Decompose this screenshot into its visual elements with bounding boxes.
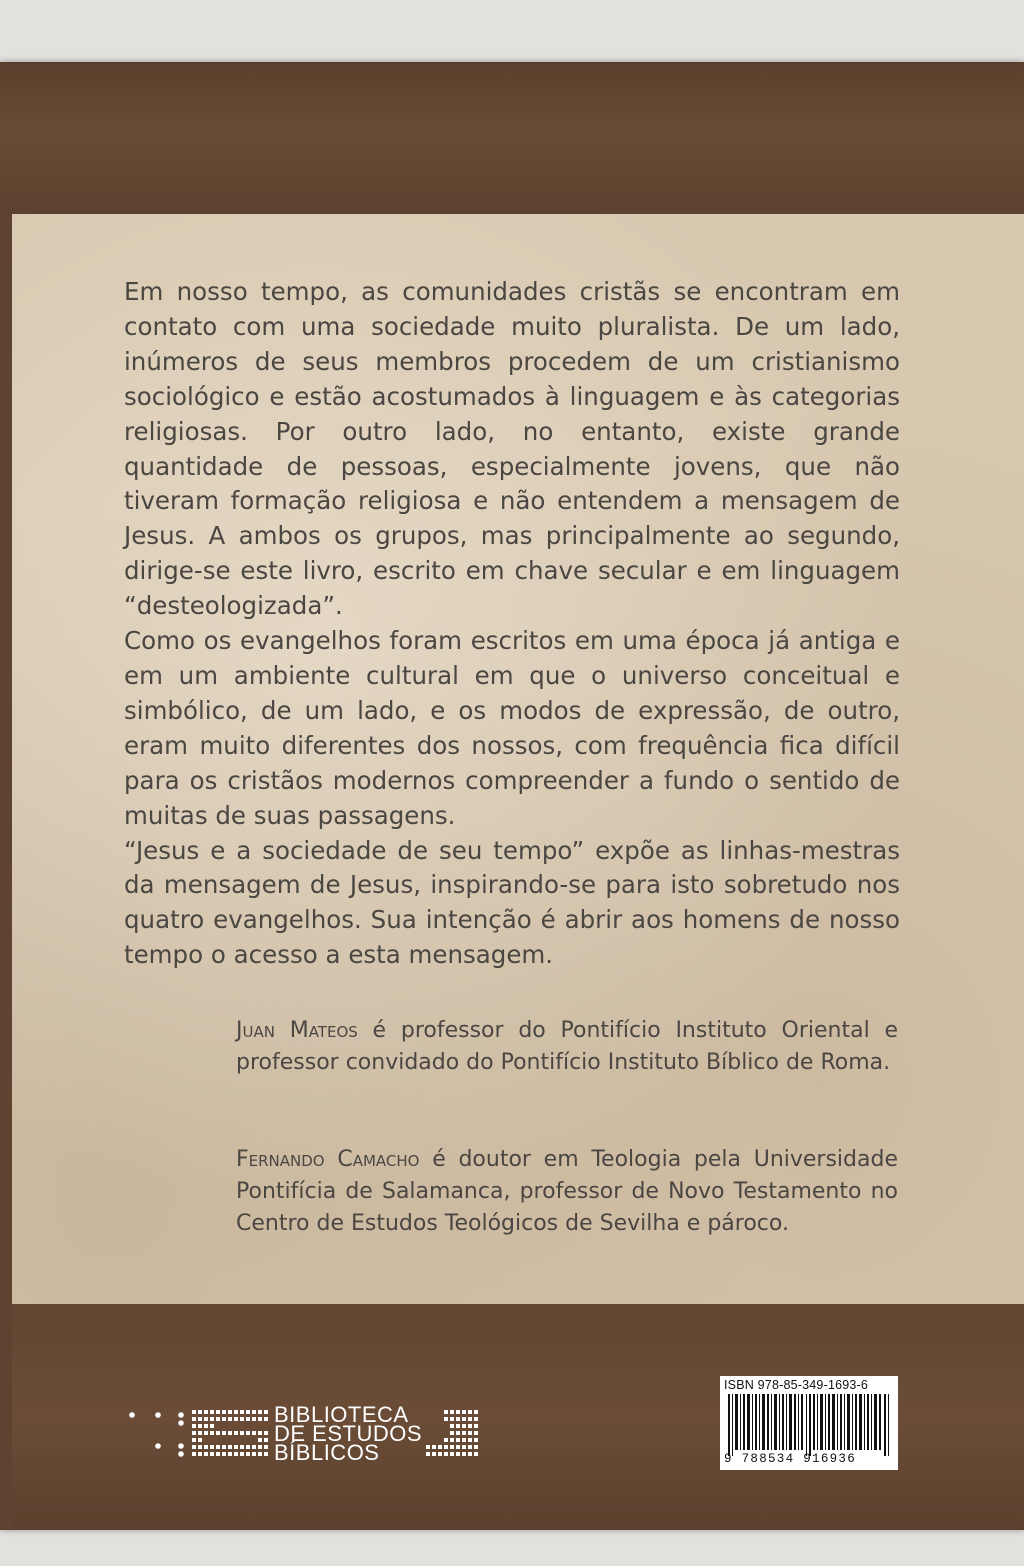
- isbn-label: ISBN 978-85-349-1693-6: [724, 1378, 869, 1392]
- author-description: é doutor em Teologia pela Universidade Pontifícia de Salamanca, professor de Novo Testamento no Centro de Estudos Teológicos de Sevilha e pároco.: [236, 1147, 898, 1236]
- top-brown-band: [0, 62, 1024, 214]
- series-line: BÍBLICOS: [274, 1440, 380, 1465]
- series-name: [274, 1402, 444, 1465]
- synopsis-text: [124, 275, 900, 973]
- author-name: Fernando Camacho: [236, 1147, 420, 1172]
- author-bio-mateos: [236, 1015, 898, 1079]
- isbn-barcode: [720, 1376, 898, 1470]
- series-line: DE ESTUDOS: [274, 1421, 423, 1446]
- synopsis-paragraph: “Jesus e a sociedade de seu tempo” expõe as linhas-mestras da mensagem de Jesus, inspirando-se para isto sobretudo nos quatro evangelhos. Sua intenção é abrir aos homens de nosso tempo o acesso a esta mensagem.: [124, 835, 900, 970]
- series-line: BIBLIOTECA: [274, 1402, 409, 1427]
- synopsis-paragraph: Como os evangelhos foram escritos em uma época já antiga e em um ambiente cultural em que o universo conceitual e simbólico, de um lado, e os modos de expressão, de outro, eram muito diferentes dos nossos, com frequência fica difícil para os cristãos modernos compreender a fundo o sentido de muitas de suas passagens.: [124, 626, 900, 830]
- author-bio-camacho: [236, 1144, 898, 1240]
- author-description: é professor do Pontifício Instituto Oriental e professor convidado do Pontifício Instituto Bíblico de Roma.: [236, 1018, 898, 1075]
- synopsis-paragraph: Em nosso tempo, as comunidades cristãs se encontram em contato com uma sociedade muito pluralista. De um lado, inúmeros de seus membros procedem de um cristianismo sociológico e estão acostumados à linguagem e às categorias religiosas. Por outro lado, no entanto, existe grande quantidade de pessoas, especialmente jovens, que não tiveram formação religiosa e não entendem a mensagem de Jesus. A ambos os grupos, mas principalmente ao segundo, dirige-se este livro, escrito em chave secular e em linguagem “desteologizada”.: [124, 277, 900, 621]
- publisher-logo: [126, 1402, 486, 1467]
- ean-digits: 9 788534 916936: [724, 1452, 857, 1466]
- author-name: Juan Mateos: [236, 1018, 358, 1043]
